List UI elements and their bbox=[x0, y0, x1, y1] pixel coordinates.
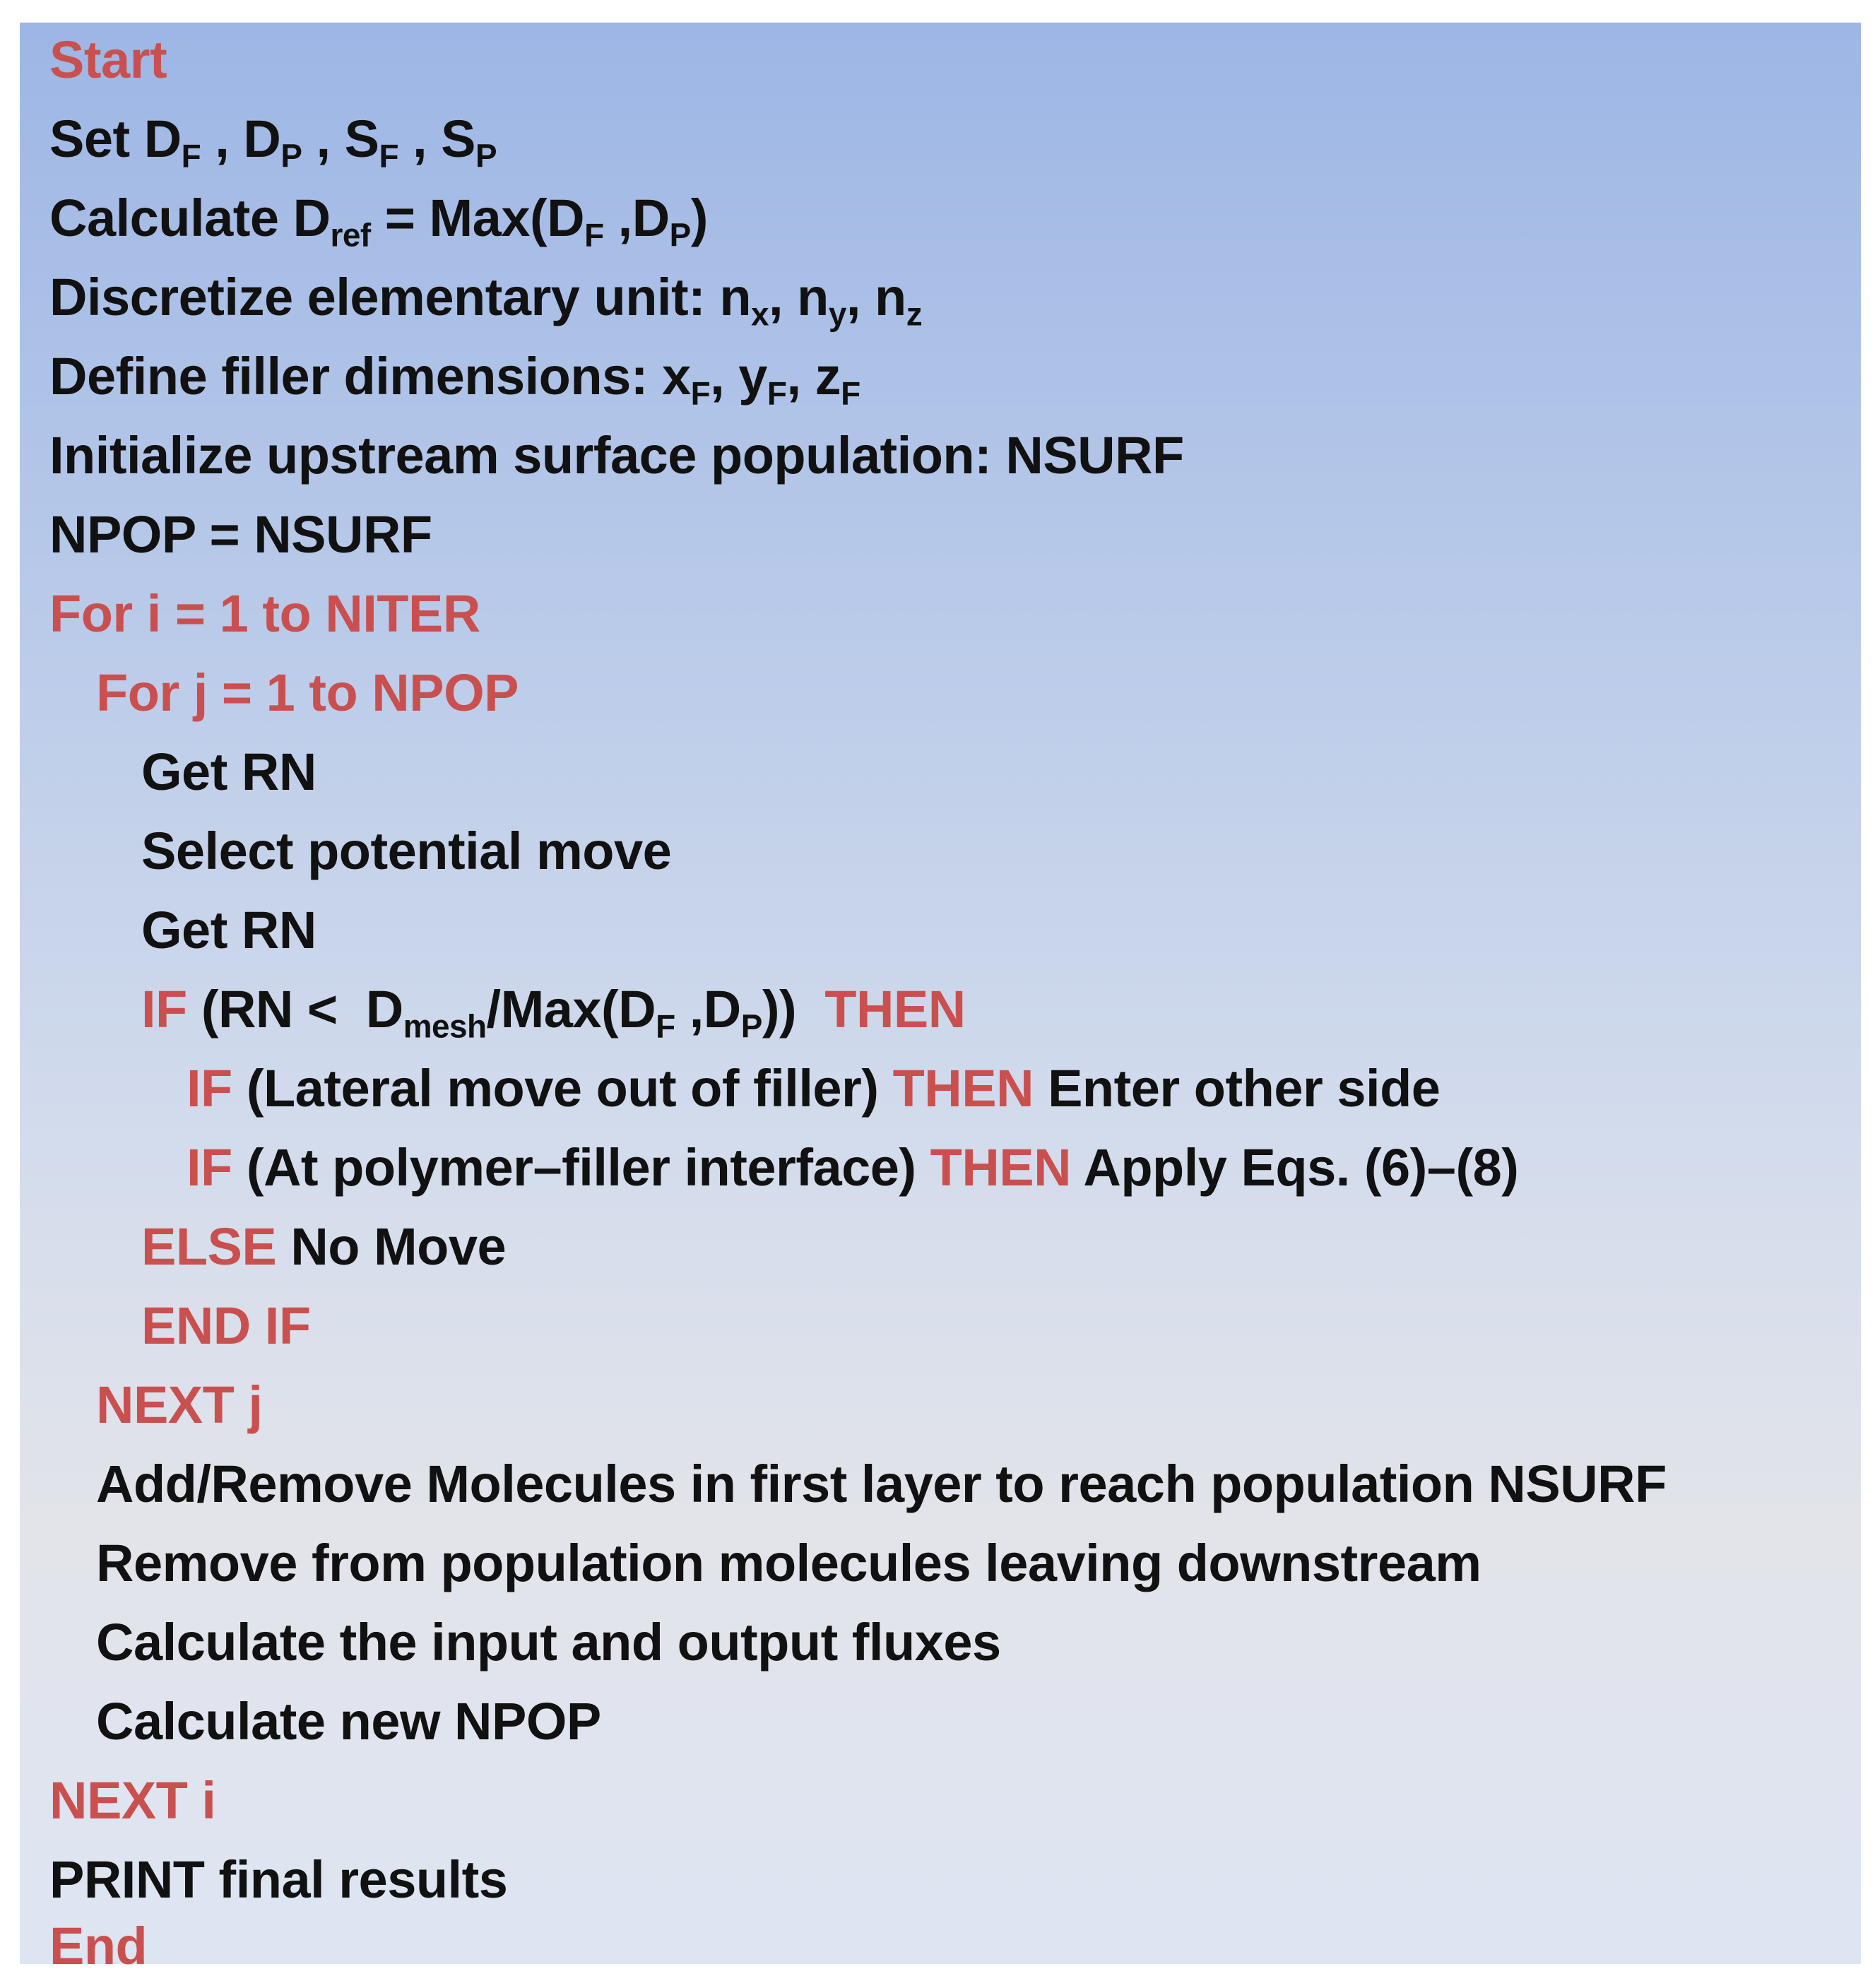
set-params-line bbox=[49, 110, 497, 174]
define-text-3: , z bbox=[786, 347, 841, 406]
sub-p: P bbox=[740, 1007, 762, 1045]
calculate-npop-line bbox=[96, 1692, 601, 1751]
calculate-npop-text: Calculate new NPOP bbox=[96, 1692, 601, 1751]
discretize-text-2: , n bbox=[769, 268, 829, 326]
sub-f: F bbox=[690, 374, 711, 412]
then-keyword: THEN bbox=[892, 1059, 1034, 1118]
set-text: Set D bbox=[49, 110, 182, 168]
no-move-text: No Move bbox=[276, 1217, 507, 1276]
sub-mesh: mesh bbox=[403, 1007, 487, 1045]
initialize-text: Initialize upstream surface population: NSURF bbox=[49, 426, 1184, 485]
sub-f: F bbox=[656, 1007, 675, 1045]
then-keyword: THEN bbox=[824, 980, 966, 1039]
remove-downstream-line bbox=[96, 1534, 1481, 1592]
initialize-line bbox=[49, 426, 1184, 485]
next-j-line bbox=[96, 1375, 263, 1434]
else-line bbox=[141, 1217, 507, 1276]
define-text-2: , y bbox=[710, 347, 767, 406]
set-text-2: , D bbox=[201, 110, 281, 168]
if-interface-line bbox=[187, 1138, 1519, 1197]
sub-p-2: P bbox=[475, 137, 497, 174]
select-move-line bbox=[141, 822, 672, 880]
next-j-text: NEXT j bbox=[96, 1375, 263, 1434]
calc-dref-text-2: = Max(D bbox=[370, 189, 585, 247]
calc-dref-text-3: ,D bbox=[603, 189, 670, 247]
sub-p: P bbox=[669, 216, 691, 254]
for-j-line bbox=[96, 663, 519, 722]
apply-eqs-text: Apply Eqs. (6)–(8) bbox=[1071, 1138, 1519, 1197]
get-rn-line-1 bbox=[141, 742, 317, 801]
sub-p: P bbox=[280, 137, 302, 174]
next-i-text: NEXT i bbox=[49, 1771, 216, 1830]
if-keyword: IF bbox=[187, 1059, 232, 1118]
then-keyword: THEN bbox=[930, 1138, 1072, 1197]
if-rn-text-2: /Max(D bbox=[486, 980, 656, 1039]
calculate-dref-line bbox=[49, 189, 708, 254]
if-lateral-text: (Lateral move out of filler) bbox=[232, 1059, 893, 1118]
sub-ref: ref bbox=[330, 216, 371, 254]
sub-x: x bbox=[751, 295, 769, 333]
pseudocode-panel bbox=[20, 23, 1861, 1975]
else-keyword: ELSE bbox=[141, 1217, 277, 1276]
get-rn-text: Get RN bbox=[141, 742, 317, 801]
for-i-line bbox=[49, 584, 480, 643]
enter-other-side-text: Enter other side bbox=[1034, 1059, 1441, 1118]
add-remove-line bbox=[96, 1455, 1667, 1513]
npop-text: NPOP = NSURF bbox=[49, 505, 432, 564]
for-i-text: For i = 1 to NITER bbox=[49, 584, 480, 643]
if-rn-text-3: ,D bbox=[675, 980, 741, 1039]
end-if-line bbox=[141, 1296, 311, 1355]
if-lateral-line bbox=[187, 1059, 1441, 1118]
next-i-line bbox=[49, 1771, 216, 1830]
sub-y: y bbox=[828, 295, 846, 333]
discretize-line bbox=[49, 268, 923, 333]
end-text: End bbox=[49, 1917, 148, 1975]
set-text-3: , S bbox=[302, 110, 379, 168]
calculate-fluxes-text: Calculate the input and output fluxes bbox=[96, 1613, 1001, 1672]
sub-f-3: F bbox=[841, 374, 860, 412]
if-keyword: IF bbox=[187, 1138, 232, 1197]
sub-f-2: F bbox=[767, 374, 787, 412]
if-rn-text: (RN < D bbox=[187, 980, 403, 1039]
start-text: Start bbox=[49, 30, 167, 89]
add-remove-text: Add/Remove Molecules in first layer to reach population NSURF bbox=[96, 1455, 1667, 1513]
sub-z: z bbox=[906, 295, 923, 333]
calc-dref-text-4: ) bbox=[690, 189, 708, 247]
sub-f: F bbox=[584, 216, 604, 254]
calculate-fluxes-line bbox=[96, 1613, 1001, 1672]
for-j-text: For j = 1 to NPOP bbox=[96, 663, 519, 722]
discretize-text-3: , n bbox=[846, 268, 906, 326]
print-results-text: PRINT final results bbox=[49, 1850, 508, 1909]
if-rn-line bbox=[141, 980, 966, 1045]
set-text-4: , S bbox=[398, 110, 476, 168]
sub-f: F bbox=[181, 137, 201, 174]
remove-downstream-text: Remove from population molecules leaving downstream bbox=[96, 1534, 1481, 1592]
sub-f-2: F bbox=[379, 137, 398, 174]
print-results-line bbox=[49, 1850, 508, 1909]
npop-line bbox=[49, 505, 432, 564]
if-rn-text-4: )) bbox=[762, 980, 825, 1039]
if-keyword: IF bbox=[141, 980, 187, 1039]
define-filler-line bbox=[49, 347, 860, 412]
calc-dref-text: Calculate D bbox=[49, 189, 331, 247]
end-line bbox=[49, 1917, 148, 1975]
get-rn-line-2 bbox=[141, 901, 317, 959]
if-interface-text: (At polymer–filler interface) bbox=[232, 1138, 930, 1197]
start-keyword bbox=[49, 30, 167, 89]
end-if-text: END IF bbox=[141, 1296, 311, 1355]
select-move-text: Select potential move bbox=[141, 822, 672, 880]
define-text: Define filler dimensions: x bbox=[49, 347, 691, 406]
discretize-text: Discretize elementary unit: n bbox=[49, 268, 752, 326]
get-rn-text: Get RN bbox=[141, 901, 317, 959]
